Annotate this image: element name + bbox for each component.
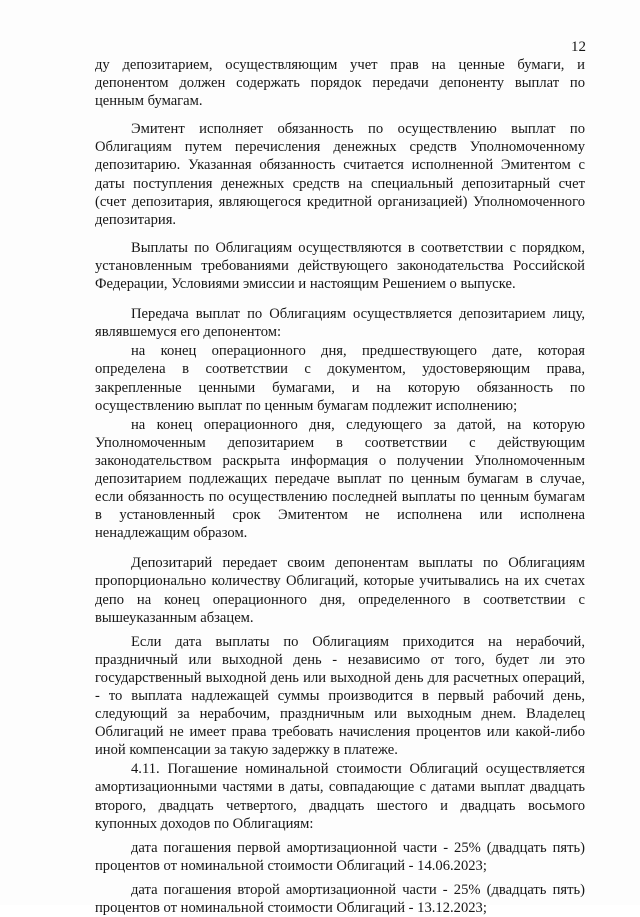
paragraph-depositary-contract-end: ду депозитарием, осуществляющим учет прав на ценные бумаги, и депонентом должен содержать порядок передачи депоненту выплат по ценным бумагам. <box>95 57 585 110</box>
paragraph-end-of-day-preceding: на конец операционного дня, предшествующего дате, которая определена в соответствии с документом, удостоверяющим права, закрепленные ценными бумагами, и на которую обязанность по осуществлению выплат по ценным бумагам подлежит исполнению; <box>95 343 585 414</box>
paragraph-end-of-day-following: на конец операционного дня, следующего за датой, на которую Уполномоченным депозитарием в соответствии с действующим законодательством раскрыта информация о получении Уполномоченным депозитарием подлежащих передаче выплат по ценным бумагам в случае, если обязанность по осуществлению последней выплаты по ценным бумагам в установленный срок Эмитентом не исполнена или исполнена ненадлежащим образом. <box>95 416 585 542</box>
paragraph-second-amortization: дата погашения второй амортизационной части - 25% (двадцать пять) процентов от номинальной стоимости Облигаций - 13.12.2023; <box>95 881 585 917</box>
paragraph-payments-procedure: Выплаты по Облигациям осуществляются в соответствии с порядком, установленным требованиями действующего законодательства Российской Федерации, Условиями эмиссии и настоящим Решением о выпуске. <box>95 239 585 293</box>
page-number: 12 <box>571 39 586 55</box>
paragraph-transfer-to-depositor: Передача выплат по Облигациям осуществляется депозитарием лицу, являвшемуся его депонентом: <box>95 306 585 341</box>
document-body <box>95 56 585 917</box>
paragraph-proportional-payments: Депозитарий передает своим депонентам выплаты по Облигациям пропорционально количеству Облигаций, которые учитывались на их счетах депо на конец операционного дня, определенного в соответствии с вышеуказанным абзацем. <box>95 555 585 626</box>
section-4-11-repayment: 4.11. Погашение номинальной стоимости Облигаций осуществляется амортизационными частями в даты, совпадающие с датами выплат двадцать второго, двадцать четвертого, двадцать шестого и двадцать восьмого купонных доходов по Облигациям: <box>95 761 585 832</box>
paragraph-issuer-obligation: Эмитент исполняет обязанность по осуществлению выплат по Облигациям путем перечисления денежных средств Уполномоченному депозитарию. Указанная обязанность считается исполненной Эмитентом с даты поступления денежных средств на специальный депозитарный счет (счет депозитария, являющегося кредитной организацией) Уполномоченного депозитария. <box>95 121 585 228</box>
paragraph-first-amortization: дата погашения первой амортизационной части - 25% (двадцать пять) процентов от номинальной стоимости Облигаций - 14.06.2023; <box>95 839 585 874</box>
paragraph-non-working-day: Если дата выплаты по Облигациям приходится на нерабочий, праздничный или выходной день - независимо от того, будет ли это государственный выходной день или выходной день для расчетных операций, - то выплата надлежащей суммы производится в первый рабочий день, следующий за нерабочим, праздничным или выходным днем. Владелец Облигаций не имеет права требовать начисления процентов или какой-либо иной компенсации за такую задержку в платеже. <box>95 633 585 759</box>
